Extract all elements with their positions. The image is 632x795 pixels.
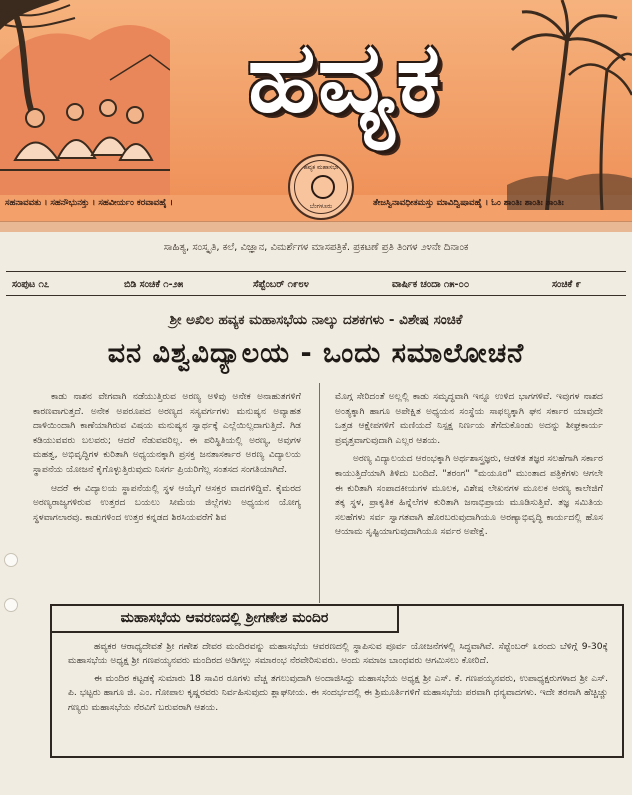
volume-label: ಸಂಪುಟ ೧೭ xyxy=(12,279,50,290)
special-issue-line: ಶ್ರೀ ಅಖಿಲ ಹವ್ಯಕ ಮಹಾಸಭೆಯ ನಾಲ್ಕು ದಶಕಗಳು - ವಿಶೇಷ ಸಂಚಿಕೆ xyxy=(169,312,463,328)
subscription-label: ವಾರ್ಷಿಕ ಚಂದಾ ೧೫-೦೦ xyxy=(392,279,470,290)
divider-bottom xyxy=(6,295,626,296)
scholars-illustration xyxy=(0,0,170,195)
masthead-strip xyxy=(0,221,632,232)
article-paragraph: ಕಾಡು ನಾಶನ ವೇಗವಾಗಿ ನಡೆಯುತ್ತಿರುವ ಅರಣ್ಯ ಅಳಿವು ಅನೇಕ ಅನಾಹುತಗಳಿಗೆ ಕಾರಣವಾಗುತ್ತದೆ. ಅನೇಕ ಅಪರೂಪದ ಅರಣ್ಯದ ಸಸ್ಯವರ್ಗಗಳು ಮನುಷ್ಯನ ಅವ್ಯಾಹತ ದಾಳಿಯಿಂದಾಗಿ ಕಾಣೆಯಾಗಿರುವ ವಿಷಯ ಮನುಷ್ಯನ ಸ್ವಾರ್ಥಕ್ಕೆ ಎಲ್ಲೆಯಿಲ್ಲದಾಗುತ್ತಿದೆ. ಗಿಡ ಕಡಿಯುವವರು ಬಲವರು; ಆದರೆ ನೆಡುವವರಿಲ್ಲ. ಈ ಪರಿಸ್ಥಿತಿಯಲ್ಲಿ ಅರಣ್ಯ, ಅವುಗಳ ಮಹತ್ವ, ಅಭಿವೃದ್ಧಿಗಳ ಕುರಿತಾಗಿ ಅಧ್ಯಯನಕ್ಕಾಗಿ ಪ್ರಸಕ್ತ ಜನತಾಸರ್ಕಾರ ಅರಣ್ಯ ವಿದ್ಯಾಲಯ ಸ್ಥಾಪನೆಯ ಯೋಜನೆ ಕೈಗೊಳ್ಳುತ್ತಿರುವುದು ನಿಸರ್ಗ ಪ್ರಿಯರಿಗೆಲ್ಲ ಸಂತಸದ ಸಂಗತಿಯಾಗಿದೆ. xyxy=(33,391,301,475)
issue-label: ಸಂಚಿಕೆ ೯ xyxy=(552,279,581,290)
article-column-left xyxy=(33,390,301,602)
emblem-top-text: ಹವ್ಯಕ ಮಹಾಸಭಾ xyxy=(303,164,339,171)
binder-hole xyxy=(4,553,18,567)
article-column-right xyxy=(335,390,603,602)
divider-top xyxy=(6,271,626,272)
sun-icon xyxy=(311,175,335,199)
notice-body xyxy=(68,640,608,718)
article-paragraph: ಮೊಗ್ಗ ಸೇರಿದಂತೆ ಅಲ್ಲಲ್ಲಿ ಕಾಡು ಸಮೃದ್ಧವಾಗಿ ಇನ್ನೂ ಉಳಿದ ಭಾಗಗಳಿವೆ. ಇವುಗಳ ನಾಶದ ಅಂತ್ಯಕ್ಕಾಗಿ ಹಾಗೂ ಅಪೇಕ್ಷಿತ ಅಧ್ಯಯನ ಸಂಸ್ಥೆಯ ಸಾಫಲ್ಯಕ್ಕಾಗಿ ಘನ ಸರ್ಕಾರ ಯಾವುದೇ ಒತ್ತಡ ಆಕ್ಷೇಪಗಳಿಗೆ ಮಣಿಯದೆ ನಿಸ್ಪಕ್ಷ ನಿರ್ಣಯ ತೆಗೆದುಕೊಂಡು ಅದನ್ನು ಶೀಘ್ರಕಾರ್ಯ ಪ್ರವೃತ್ತವಾಗುವುದಾಗಿ ಎಲ್ಲರ ಆಶಯ. xyxy=(335,391,603,446)
notice-paragraph: ಈ ಮಂದಿರ ಕಟ್ಟಡಕ್ಕೆ ಸುಮಾರು 18 ಸಾವಿರ ರೂಗಳು ವೆಚ್ಚ ತಗಲುವುದಾಗಿ ಅಂದಾಜಿಸಿದ್ದು ಮಹಾಸಭೆಯ ಅಧ್ಯಕ್ಷ ಶ್ರೀ ಎಸ್. ಕೆ. ಗಣಪಯ್ಯನವರು, ಉಪಾಧ್ಯಕ್ಷರುಗಳಾದ ಶ್ರೀ ಎಸ್. ಪಿ. ಭಟ್ಟರು ಹಾಗೂ ಜಿ. ಎಂ. ಗೋಪಾಲ ಕೃಷ್ಣರವರು ನಿರ್ವಹಿಸುವುದು ಶ್ಲಾಘನೀಯ. ಈ ಸಂದರ್ಭದಲ್ಲಿ ಈ ಶ್ರಿಮೂರ್ತಿಗಳಿಗೆ ಮಹಾಸಭೆಯ ಪರವಾಗಿ ಧನ್ಯವಾದಗಳು. ಇದೇ ತರನಾಗಿ ಹೆಚ್ಚಿಚ್ಚು ಗಣ್ಯರು ಮಹಾಸಭೆಯ ನೆರವಿಗೆ ಬರುವರಾಗಿ ಆಶಯ. xyxy=(68,672,608,713)
notice-paragraph: ಹವ್ಯಕರ ಆರಾಧ್ಯದೇವತೆ ಶ್ರೀ ಗಣೇಶ ದೇವರ ಮಂದಿರವನ್ನು ಮಹಾಸಭೆಯ ಆವರಣದಲ್ಲಿ ಸ್ಥಾಪಿಸುವ ಪೂರ್ವ ಯೋಜನೆಗಳಲ್ಲಿ ಸಿದ್ಧವಾಗಿವೆ. ಸೆಪ್ಟೆಂಬರ್ ೩ರಂದು ಬೆಳಿಗ್ಗೆ 9-30ಕ್ಕೆ ಮಹಾಸಭೆಯ ಅಧ್ಯಕ್ಷ ಶ್ರೀ ಗಣಪಯ್ಯನವರು ಮಂದಿರದ ಅಡಿಗಲ್ಲು ಸಮಾರಂಭ ನೆರವೇರಿಸುವರು. ಅಂದು ಸಮಾಜ ಬಾಂಧವರು ಆಗಮಿಸಲು ಕೋರಿದೆ. xyxy=(68,641,608,667)
notice-box xyxy=(50,604,624,758)
issue-date: ಸೆಪ್ಟೆಂಬರ್ ೧೯೮೪ xyxy=(253,279,309,290)
palm-trees-illustration xyxy=(507,0,632,210)
article-headline: ವನ ವಿಶ್ವವಿದ್ಯಾಲಯ - ಒಂದು ಸಮಾಲೋಚನೆ xyxy=(107,338,525,369)
motto-left: ಸಹನಾವವತು । ಸಹನೌಭುನಕ್ತು । ಸಹವೀರ್ಯಂ ಕರವಾವಹೈ । xyxy=(5,198,173,208)
sabha-emblem xyxy=(288,154,354,220)
article-paragraph: ಅರಣ್ಯ ವಿದ್ಯಾಲಯದ ಆರಂಭಕ್ಕಾಗಿ ಅರ್ಥಶಾಸ್ತ್ರಜ್ಞರು, ಆಡಳಿತ ತಜ್ಞರ ಸಲಹೆಗಾಗಿ ಸರ್ಕಾರ ಕಾಯುತ್ತಿದೆಯಾಗಿ ತಿಳಿದು ಬಂದಿದೆ. "ತರಂಗ" "ಮಯೂರ" ಮುಂತಾದ ಪತ್ರಿಕೆಗಳು ಆಗಲೇ ಈ ಕುರಿತಾಗಿ ಸಂಪಾದಕೀಯಗಳ ಮೂಲಕ, ವಿಶೇಷ ಲೇಖನಗಳ ಮೂಲಕ ಅರಣ್ಯ ಕಾಲೇಜಿಗೆ ತಕ್ಕ ಸ್ಥಳ, ಪ್ರಾಕೃತಿಕ ಹಿನ್ನೆಲೆಗಳ ಕುರಿತಾಗಿ ಜನಾಭಿಪ್ರಾಯ ಮೂಡಿಸುತ್ತಿವೆ. ತಜ್ಞ ಸಮಿತಿಯ ಸಲಹೆಗಳು ಸರ್ವ ಸ್ವಾಗತವಾಗಿ ಹೊರಬರುವುದಾಗಿಯೂ ಅರಣ್ಯಾಭಿವೃದ್ಧಿ ಕಾರ್ಯದಲ್ಲಿ ಹೊಸ ಆಯಾಮ ಸೃಷ್ಟಿಯಾಗುವುದಾಗಿಯೂ ಸರ್ವರ ಅಪೇಕ್ಷೆ. xyxy=(335,453,603,538)
issue-number-label: ಬಿಡಿ ಸಂಚಿಕೆ ೧-೨೫ xyxy=(124,279,184,290)
column-divider xyxy=(319,383,320,603)
motto-right: ತೇಜಸ್ವಿನಾವಧೀತಮಸ್ತು ಮಾವಿದ್ವಿಷಾವಹೈ । ಓಂ ಶಾಂತಿಃ ಶಾಂತಿಃ ಶಾಂತಿಃ xyxy=(373,198,564,208)
magazine-subtitle: ಸಾಹಿತ್ಯ, ಸಂಸ್ಕೃತಿ, ಕಲೆ, ವಿಜ್ಞಾನ, ವಿಮರ್ಶೆಗಳ ಮಾಸಪತ್ರಿಕೆ. ಪ್ರಕಟಣೆ ಪ್ರತಿ ತಿಂಗಳ ೨೪ನೇ ದಿನಾಂಕ xyxy=(163,242,469,253)
masthead xyxy=(0,0,632,232)
binder-hole xyxy=(4,598,18,612)
magazine-title: ಹವ್ಯಕ xyxy=(247,21,443,135)
emblem-bottom-text: ಬೆಂಗಳೂರು xyxy=(309,203,333,210)
notice-title: ಮಹಾಸಭೆಯ ಆವರಣದಲ್ಲಿ ಶ್ರೀಗಣೇಶ ಮಂದಿರ xyxy=(52,605,399,633)
article-paragraph: ಆದರೆ ಈ ವಿದ್ಯಾಲಯ ಸ್ಥಾಪನೆಯಲ್ಲಿ ಸ್ಥಳ ಆಯ್ಕೆಗೆ ಆಸಕ್ತರ ವಾದಗಳಿದ್ದಿವೆ. ಕೈಮರದ ಅರಣ್ಯರಾಜ್ಯಗಳಿರುವ ಉತ್ತರದ ಬಯಲು ಸೀಮೆಯ ಜಿಲ್ಲೆಗಳು ಅಧ್ಯಯನ ಯೋಗ್ಯ ಸ್ಥಳವಾಗಲಾರವು. ಕಾಡುಗಳಿಂದ ಉತ್ತರ ಕನ್ನಡದ ಶಿರಸಿಯವರೆಗೆ ಶಿವ xyxy=(33,482,301,523)
